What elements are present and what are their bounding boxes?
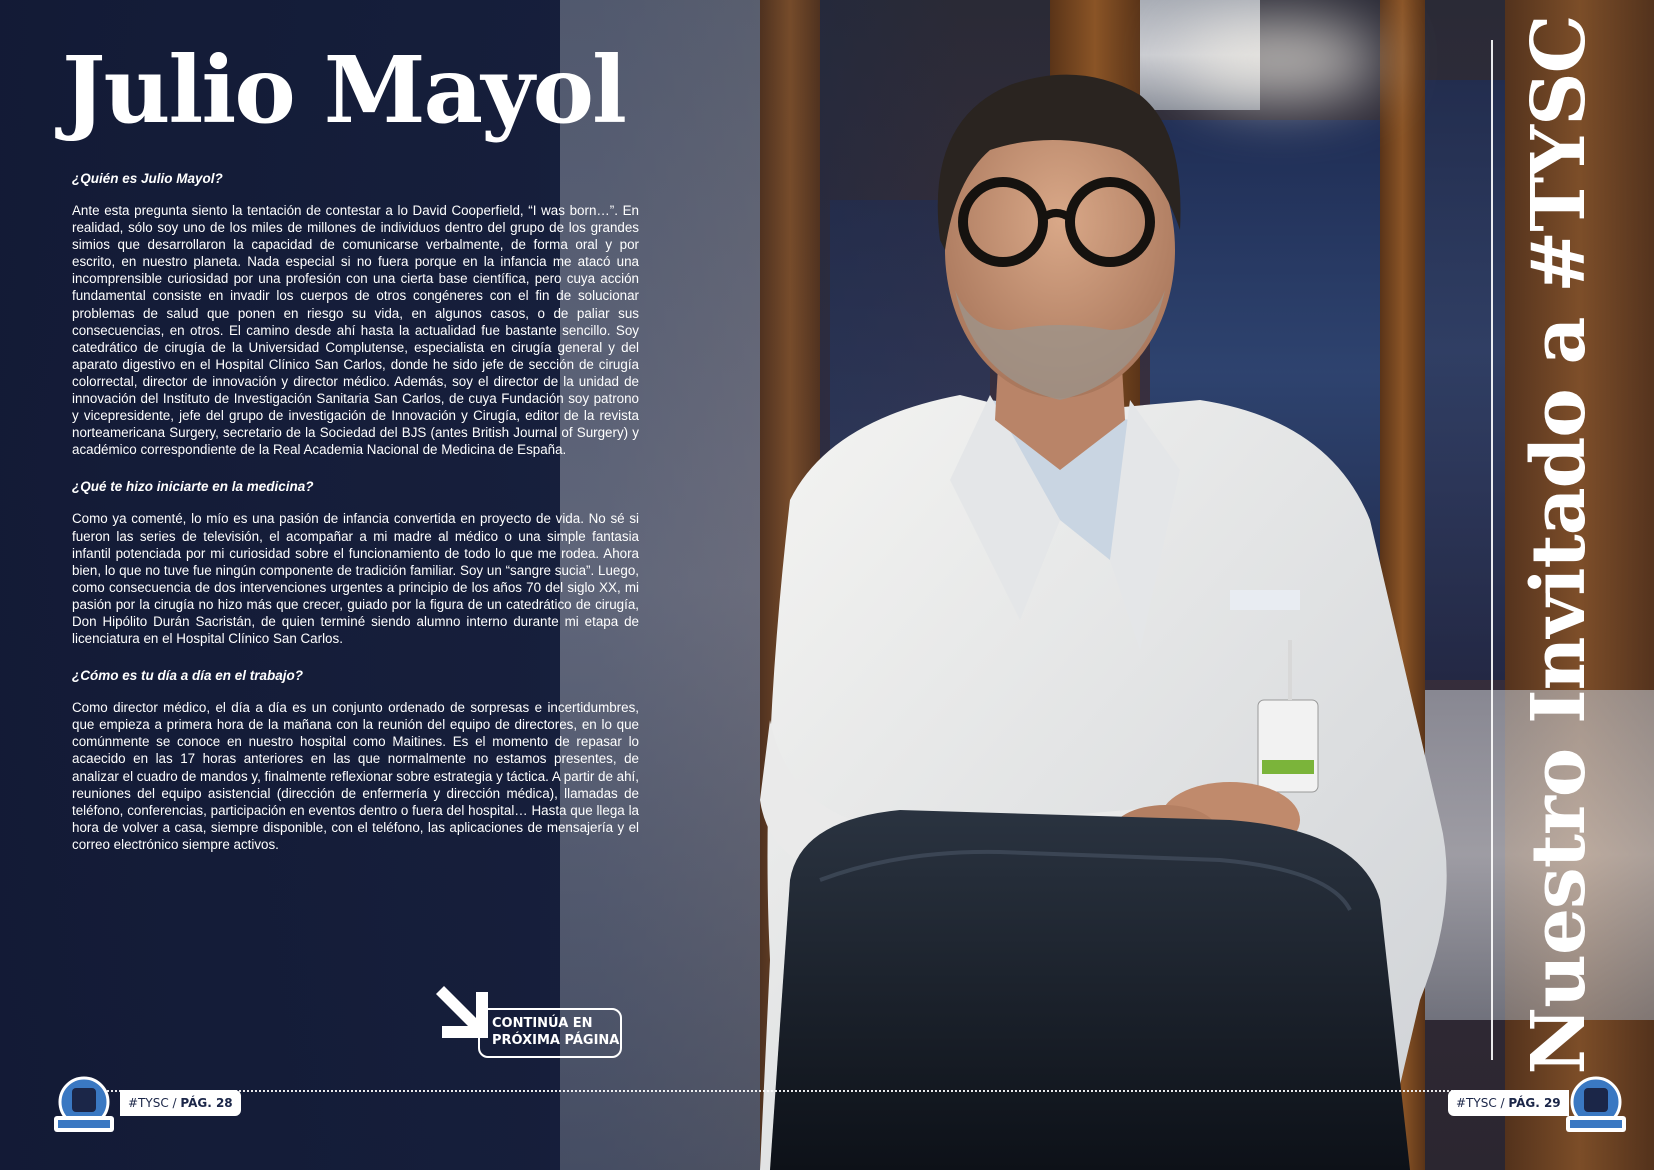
page-number-right: [1448, 1090, 1569, 1116]
continue-line-2: PRÓXIMA PÁGINA: [492, 1033, 620, 1048]
question-2: ¿Qué te hizo iniciarte en la medicina?: [72, 479, 314, 495]
tysc-logo-right-icon: [1560, 1074, 1632, 1138]
page-title: Julio Mayol: [62, 36, 625, 144]
vertical-rule: [1491, 40, 1493, 1060]
continue-line-1: CONTINÚA EN: [492, 1016, 593, 1031]
tysc-logo-left-icon: [48, 1074, 120, 1138]
question-1: ¿Quién es Julio Mayol?: [72, 171, 223, 186]
page-prefix-right: #TYSC /: [1456, 1096, 1509, 1110]
section-title: Nuestro Invitado a #TYSC: [1516, 15, 1602, 1075]
section-title-vertical: [1500, 15, 1618, 1075]
continue-label: [492, 1015, 622, 1049]
continue-next-page-button[interactable]: [430, 978, 640, 1058]
interview-column: [72, 170, 639, 873]
page-label-left: PÁG. 28: [180, 1096, 233, 1110]
answer-1: Ante esta pregunta siento la tentación de contestar a lo David Cooperfield, “I was born…”. En realidad, sólo soy uno de los miles de millones de individuos dentro del grupo de los grandes simios que desarrollaron la capacidad de comunicarse verbalmente, de forma oral y por escrito, en nuestro planeta. Nada especial si no fuera porque en la infancia me atacó una incomprensible curiosidad por una profesión con una cierta base científica, pero cuya acción fundamental consiste en invadir los cuerpos de otros congéneres con el fin de solucionar problemas de salud que ponen en riesgo su vida, en algunos casos, o de paliar sus consecuencias, en otros. El camino desde ahí hasta la actualidad fue bastante sencillo. Soy catedrático de cirugía de la Universidad Complutense, especialista en cirugía general y del aparato digestivo en el Hospital Clínico San Carlos, donde he sido jefe de sección de cirugía colorrectal, director de innovación y director médico. Además, soy el director de la unidad de innovación del Instituto de Investigación Sanitaria San Carlos, de cuya Fundación soy patrono y vicepresidente, jefe del grupo de investigación de Innovación y Cirugía, editor de la revista norteamericana Surgery, secretario de la Sociedad del BJS (antes British Journal of Surgery) y académico correspondiente de la Real Academia Nacional de Medicina de España.: [72, 203, 639, 458]
footer-dotted-line: [100, 1090, 1560, 1092]
page-label-right: PÁG. 29: [1508, 1096, 1561, 1110]
question-3: ¿Cómo es tu día a día en el trabajo?: [72, 668, 304, 684]
answer-3: Como director médico, el día a día es un conjunto ordenado de sorpresas e incertidumbres, que empieza a primera hora de la mañana con la reunión del equipo de directores, en lo que comúnmente se conoce en nuestro hospital como Maitines. Es el momento de repasar lo acaecido en las 17 horas anteriores en las que normalmente no estamos presentes, de analizar el cuadro de mandos y, finalmente reflexionar sobre estrategia y táctica. A partir de ahí, reuniones del equipo asistencial (dirección de enfermería y dirección médica), llamadas de teléfono, conferencias, participación en eventos dentro o fuera del hospital… Hasta que llega la hora de volver a casa, siempre disponible, con el teléfono, las aplicaciones de mensajería y el correo electrónico siempre activos.: [72, 700, 639, 852]
page-prefix-left: #TYSC /: [128, 1096, 181, 1110]
answer-2: Como ya comenté, lo mío es una pasión de infancia convertida en proyecto de vida. No sé si fueron las series de televisión, el acompañar a mi madre al médico o una simple fantasia infantil potenciada por mi curiosidad sobre el funcionamiento de todo lo que me rodea. Ahora bien, lo que no tuve fue ningún componente de tradición familiar. Soy un “sangre sucia”. Luego, como consecuencia de dos intervenciones urgentes a principio de los años 70 del siglo XX, mi pasión por la cirugía no hizo más que crecer, guiado por la figura de un catedrático de cirugía, Don Hipólito Durán Sacristán, de quien terminé siendo alumno interno durante mi etapa de licenciatura en el Hospital Clínico San Carlos.: [72, 511, 639, 647]
page-number-left: [120, 1090, 241, 1116]
